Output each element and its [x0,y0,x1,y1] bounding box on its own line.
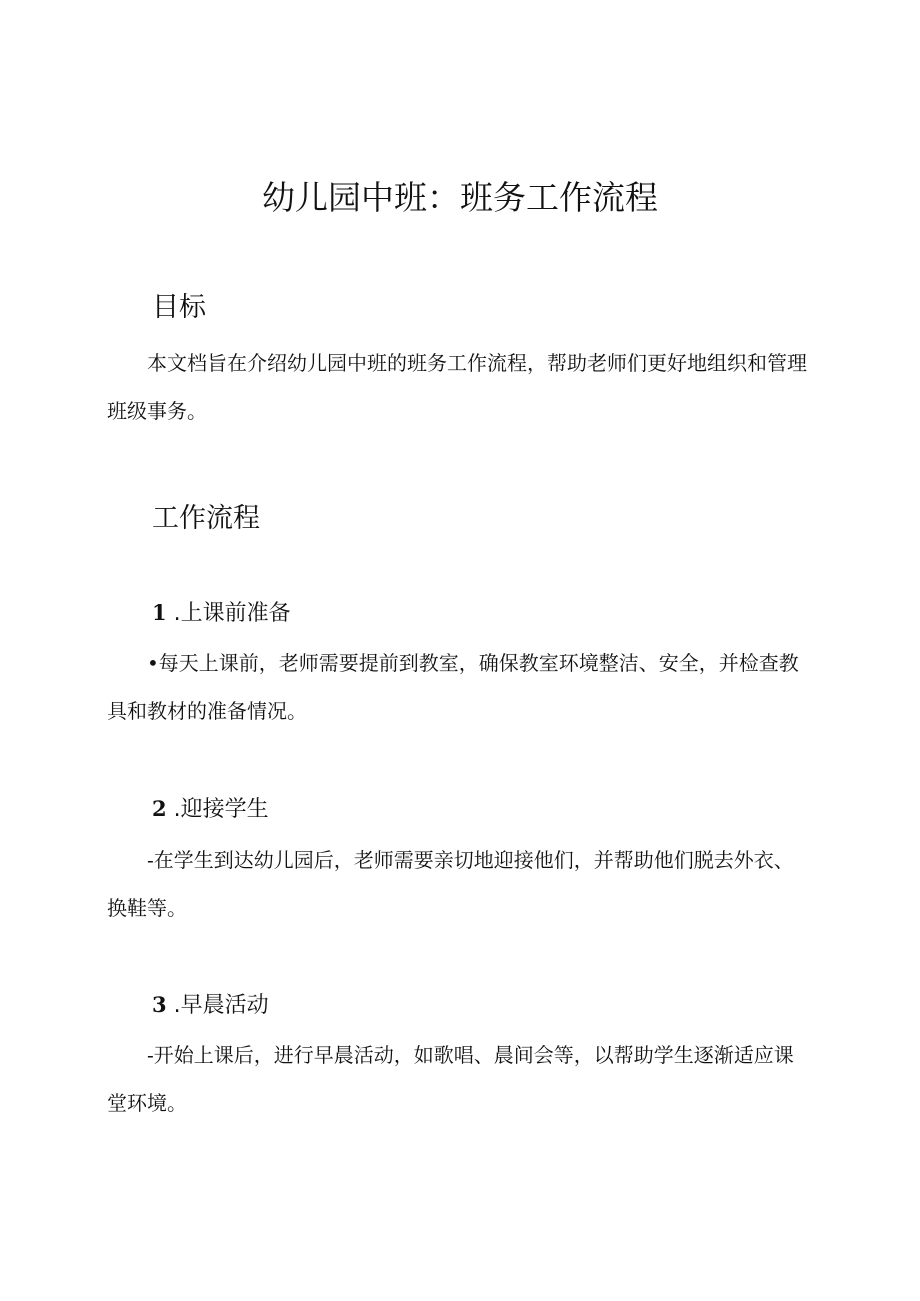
goal-paragraph: 本文档旨在介绍幼儿园中班的班务工作流程，帮助老师们更好地组织和管理班级事务。 [107,351,807,423]
step-number: 1 [152,600,167,625]
step-title: .迎接学生 [173,797,269,822]
step-2-paragraph: -在学生到达幼儿园后，老师需要亲切地迎接他们，并帮助他们脱去外衣、换鞋等。 [107,848,794,920]
step-number: 3 [152,992,167,1017]
step-3-paragraph: -开始上课后，进行早晨活动，如歌唱、晨间会等，以帮助学生逐渐适应课堂环境。 [107,1043,794,1115]
section-heading-workflow: 工作流程 [152,503,260,534]
step-heading-2 [152,794,269,825]
step-number: 2 [152,796,167,821]
section-heading-goal: 目标 [152,292,206,323]
step-1-paragraph: •每天上课前，老师需要提前到教室，确保教室环境整洁、安全，并检查教具和教材的准备情况。 [107,651,799,723]
step-title: .早晨活动 [173,993,269,1018]
step-title: .上课前准备 [173,601,291,626]
document-title: 幼儿园中班：班务工作流程 [262,178,658,217]
step-heading-3 [152,990,269,1021]
step-heading-1 [152,598,291,629]
